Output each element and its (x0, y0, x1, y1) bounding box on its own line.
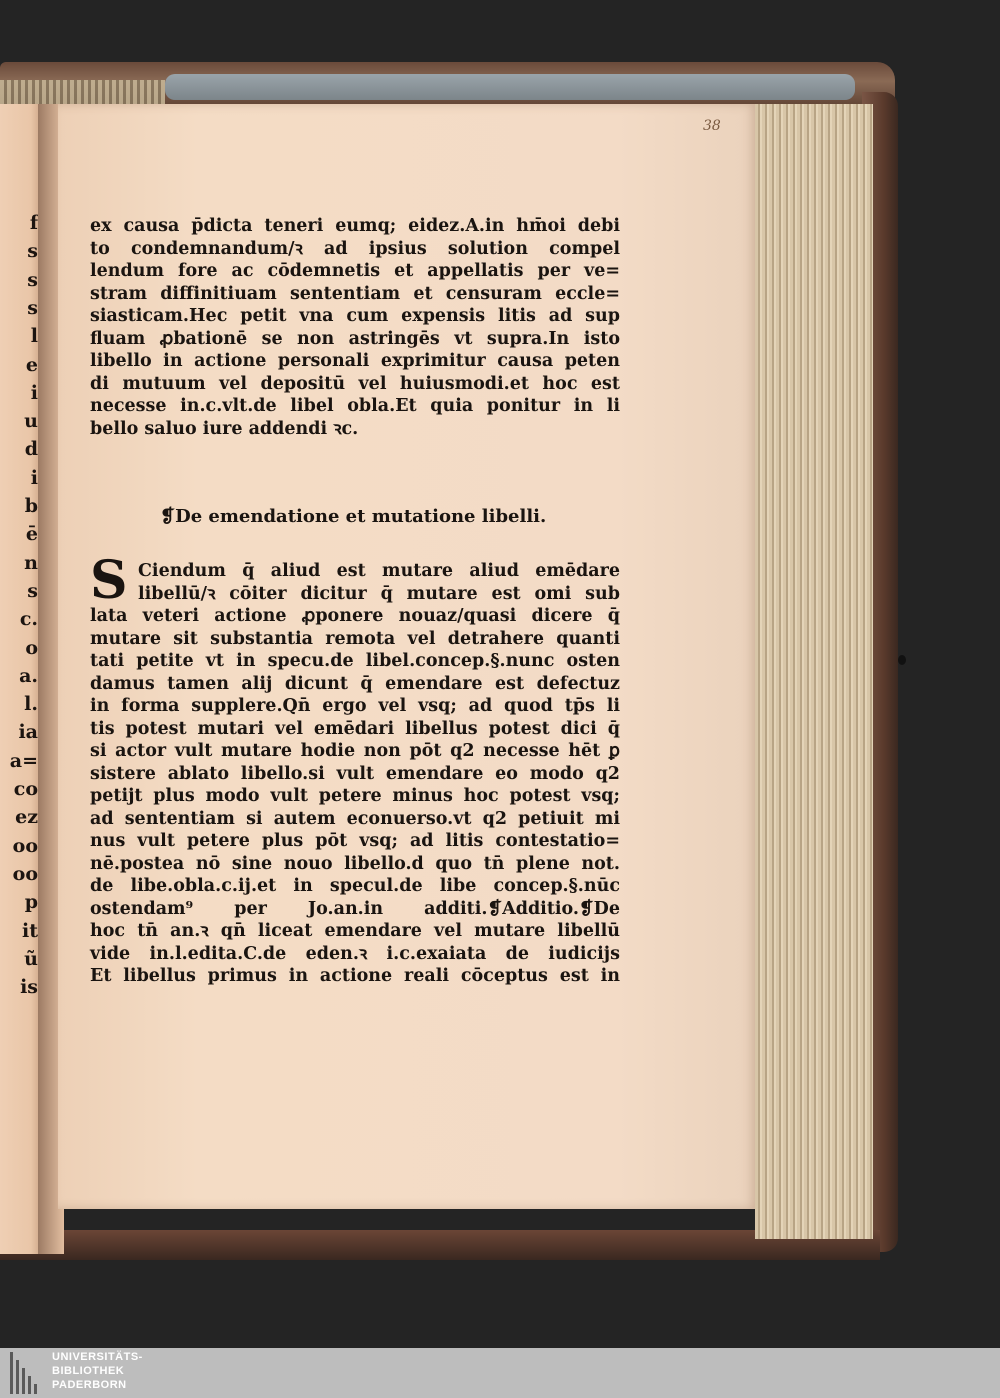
left-page-fragment: c. (19, 608, 38, 631)
left-page-fragment: u (24, 410, 38, 433)
left-page-fragment: s (27, 268, 38, 291)
library-name (52, 1350, 143, 1392)
left-page-fragment: o (25, 636, 38, 659)
folio-number: 38 (703, 118, 721, 134)
left-page-fragment: e (25, 353, 38, 376)
library-name-line: PADERBORN (52, 1379, 127, 1391)
paragraph-1 (90, 215, 620, 440)
text-line: ostendam⁹ per Jo.an.in additi.❡Additio.❡De (90, 898, 620, 919)
library-logo-icon (10, 1352, 44, 1394)
text-line: Et libellus primus in actione reali cōceptus est in (90, 966, 620, 986)
left-page-fragment: l. (24, 693, 38, 716)
left-page-fragment: s (27, 579, 38, 602)
left-page-fragment: l (30, 325, 38, 348)
book-bottom-edge (0, 1230, 880, 1260)
page-fore-edge (755, 104, 873, 1239)
page-hole (898, 655, 906, 665)
text-line: tati petite vt in specu.de libel.concep.§.nunc osten (90, 651, 620, 671)
left-page-fragment: is (20, 976, 38, 999)
left-page-fragment: oo (12, 834, 38, 857)
library-name-line: UNIVERSITÄTS- (52, 1351, 143, 1363)
text-line: de libe.obla.c.ij.et in specul.de libe concep.§.nūc (90, 876, 620, 896)
left-page-fragment: ũ (24, 947, 38, 970)
left-page-fragment: n (24, 551, 38, 574)
left-page-fragment: ez (15, 806, 38, 829)
left-page-fragment: a. (19, 664, 38, 687)
text-line: lata veteri actione ꝓponere nouaz/quasi dicere q̄ (90, 606, 620, 626)
drop-cap-initial: S (90, 550, 128, 611)
left-page-fragment: a= (9, 749, 38, 772)
text-line: bello saluo iure addendi ꝛc. (90, 418, 359, 439)
left-page-fragment: i (30, 381, 38, 404)
text-line: Ciendum q̄ aliud est mutare aliud emēdare (138, 561, 620, 581)
left-page-fragment: d (24, 438, 38, 461)
text-line: fluam ꝓbationē se non astringēs vt supra.In isto (90, 328, 620, 349)
paragraph-2 (90, 550, 620, 988)
footer-bar (0, 1348, 1000, 1398)
left-page-fragment: ia (18, 721, 38, 744)
text-line: di mutuum vel depositū vel huiusmodi.et hoc est (90, 373, 620, 394)
left-page-fragment: ē (25, 523, 38, 546)
text-line: libellū/ꝛ cōiter dicitur q̄ mutare est omi sub (138, 583, 620, 604)
text-line: nus vult petere plus pōt vsq; ad litis contestatio= (90, 831, 620, 851)
left-page-fragment: b (24, 495, 38, 517)
left-page-fragment: f (29, 212, 38, 234)
text-line: vide in.l.edita.C.de eden.ꝛ i.c.exaiata de iudicijs (90, 943, 620, 964)
text-line: sistere ablato libello.si vult emendare eo modo q2 (90, 763, 620, 784)
text-line: stram diffinitiuam sententiam et censuram eccle= (90, 283, 620, 304)
left-page-fragment: s (27, 240, 38, 263)
left-page-fragment: i (30, 466, 38, 489)
text-line: hoc tn̄ an.ꝛ qn̄ liceat emendare vel mutare libellū (90, 921, 620, 941)
text-line: in forma supplere.Qn̄ ergo vel vsq; ad quod tp̄s li (90, 696, 620, 716)
text-line: si actor vult mutare hodie non pōt q2 necesse hēt ꝑ (90, 741, 620, 761)
section-heading: ❡De emendatione et mutatione libelli. (160, 506, 547, 527)
text-line: tis potest mutari vel emēdari libellus potest dici q̄ (90, 718, 620, 739)
text-line: necesse in.c.vlt.de libel obla.Et quia ponitur in li (90, 396, 620, 416)
left-page-fragment: it (22, 919, 38, 942)
left-page-fragment: p (24, 891, 38, 914)
text-line: libello in actione personali exprimitur causa peten (90, 351, 620, 371)
left-page-fragment: co (13, 778, 38, 800)
text-line: damus tamen alij dicunt q̄ emendare est defectuz (90, 673, 620, 694)
text-line: ex causa p̄dicta teneri eumq; eidez.A.in hm̄oi debi (90, 216, 620, 236)
text-line: siasticam.Hec petit vna cum expensis litis ad sup (90, 306, 620, 326)
left-page-fragment: oo (12, 862, 38, 885)
text-line: nē.postea nō sine nouo libello.d quo tn̄ plene not. (90, 853, 620, 874)
library-name-line: BIBLIOTHEK (52, 1365, 125, 1377)
left-page-fragment: s (27, 296, 38, 319)
text-line: mutare sit substantia remota vel detrahere quanti (90, 628, 620, 649)
text-line: petijt plus modo vult petere minus hoc potest vsq; (90, 786, 620, 806)
text-line: lendum fore ac cōdemnetis et appellatis per ve= (90, 261, 620, 281)
text-line: ad sententiam si autem econuerso.vt q2 petiuit mi (90, 808, 620, 829)
book-spine-strip (165, 74, 855, 100)
text-line: to condemnandum/ꝛ ad ipsius solution compel (90, 238, 620, 259)
